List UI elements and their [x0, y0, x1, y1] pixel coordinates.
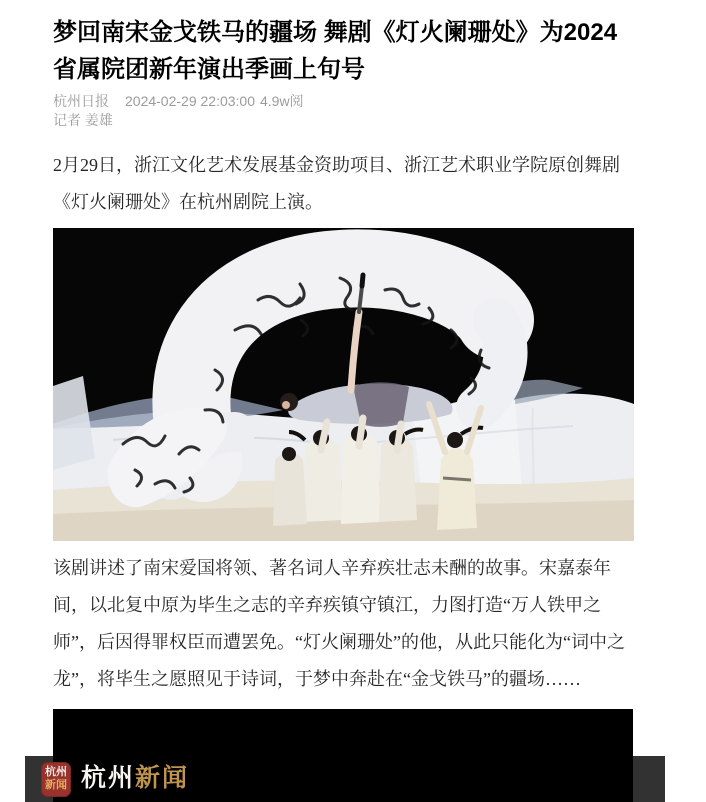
stage-photo-illustration	[53, 228, 634, 541]
article-photo	[53, 228, 634, 541]
hangzhou-news-wordmark	[81, 765, 189, 793]
source-name: 杭州日报	[53, 93, 109, 109]
article-paragraph-2: 该剧讲述了南宋爱国将领、著名词人辛弃疾壮志未酬的故事。宋嘉泰年间，以北复中原为毕生之志的辛弃疾镇守镇江，力图打造“万人铁甲之师”，后因得罪权臣而遭罢免。“灯火阑珊处”的他，从此只能化为“词中之龙”，将毕生之愿照见于诗词，于梦中奔赴在“金戈铁马”的疆场……	[53, 558, 625, 689]
publish-time: 2024-02-29 22:03:00	[125, 93, 255, 109]
read-count: 4.9w阅	[260, 93, 304, 109]
video-poster[interactable]	[45, 709, 633, 802]
app-icon-text-line1: 杭州	[45, 766, 67, 778]
reporter-line: 记者 姜雄	[53, 112, 113, 128]
hangzhou-news-app-icon	[41, 762, 71, 797]
app-icon-text-line2: 新闻	[45, 779, 67, 791]
wordmark-part2: 新闻	[135, 765, 190, 792]
video-player	[45, 709, 633, 802]
wordmark-part1: 杭州	[81, 765, 136, 792]
article-title: 梦回南宋金戈铁马的疆场 舞剧《灯火阑珊处》为2024省属院团新年演出季画上句号	[53, 19, 618, 83]
article-meta	[53, 92, 653, 111]
article-paragraph-1: 2月29日，浙江文化艺术发展基金资助项目、浙江艺术职业学院原创舞剧《灯火阑珊处》在杭州剧院上演。	[53, 155, 620, 212]
